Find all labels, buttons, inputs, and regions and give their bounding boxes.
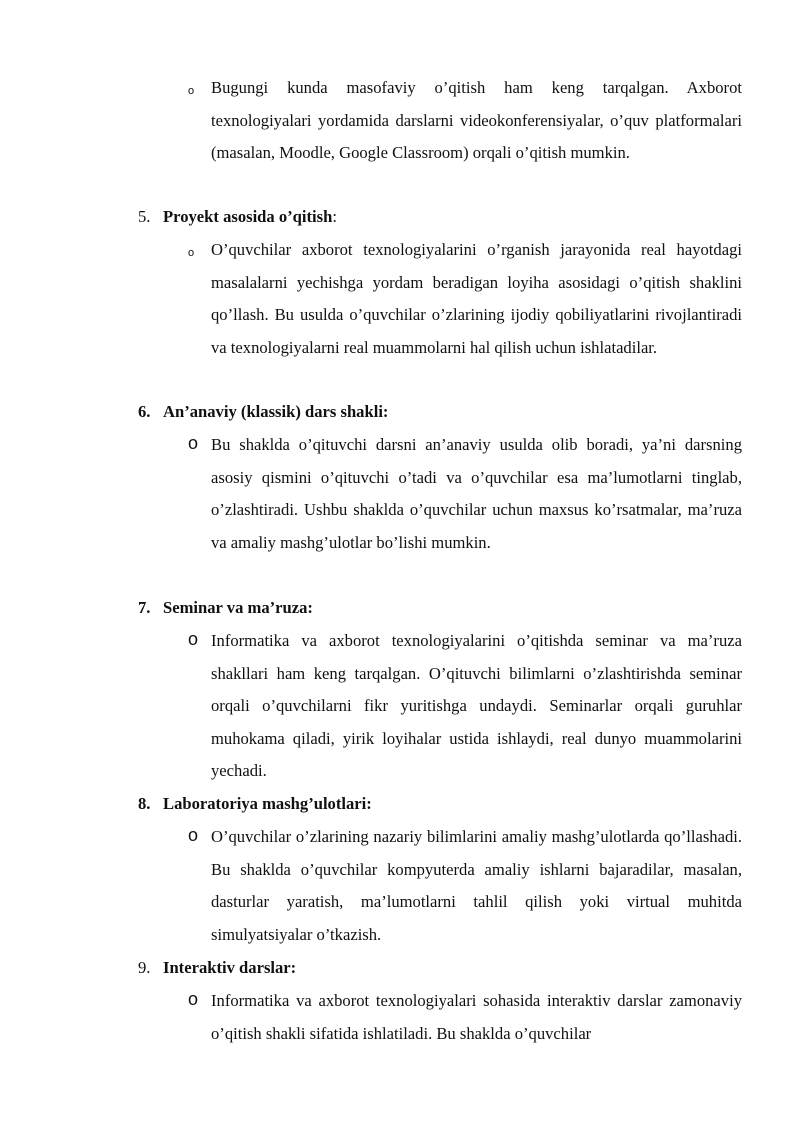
bullet-marker: o [188, 247, 195, 259]
section-number: 9. [138, 958, 151, 977]
bullet-text: Bu shaklda o’qituvchi darsni an’anaviy usulda olib boradi, ya’ni darsning asosiy qismini o’qituvchi o’tadi va o’quvchilar esa ma’lumotlarni tinglab, o’zlashtiradi. Ushbu shaklda o’quvchilar uchun maxsus ko’rsatmalar, ma’ruza va amaliy mashg’ulotlar bo’lishi mumkin. [211, 435, 742, 552]
section-number: 6. [138, 402, 151, 421]
section-heading-7 [138, 592, 313, 625]
section-title: Interaktiv darslar: [163, 958, 297, 977]
bullet-marker: o [188, 989, 199, 1009]
section-title: Seminar va ma’ruza: [163, 598, 313, 617]
bullet-marker: o [188, 85, 195, 97]
bullet-marker: o [188, 629, 199, 649]
bullet-text: O’quvchilar axborot texnologiyalarini o’rganish jarayonida real hayotdagi masalalarni yechishga yordam beradigan loyiha asosidagi o’qitish shaklini qo’llash. Bu usulda o’quvchilar o’zlarining ijodiy qobiliyatlarini rivojlantiradi va texnologiyalarni real muammolarni hal qilish uchun ishlatadilar. [211, 240, 742, 357]
section-number: 5. [138, 207, 151, 226]
bullet-text: Informatika va axborot texnologiyalarini o’qitishda seminar va ma’ruza shakllari ham keng tarqalgan. O’qituvchi bilimlarni o’zlashtirishda seminar orqali o’quvchilarni fikr yuritishga undaydi. Seminarlar orqali guruhlar muhokama qiladi, yirik loyihalar ustida ishlaydi, real dunyo muammolarini yechadi. [211, 631, 742, 781]
section-heading-8 [138, 788, 372, 821]
section-title-suffix: : [332, 207, 337, 226]
bullet-marker: o [188, 433, 199, 453]
section-heading-5 [138, 201, 337, 234]
section-heading-9 [138, 952, 296, 985]
bullet-marker: o [188, 825, 199, 845]
section-title: Laboratoriya mashg’ulotlari: [163, 794, 372, 813]
bullet-text: Informatika va axborot texnologiyalari sohasida interaktiv darslar zamonaviy o’qitish shakli sifatida ishlatiladi. Bu shaklda o’quvchilar [211, 991, 742, 1043]
section-number: 8. [138, 794, 151, 813]
bullet-text: O’quvchilar o’zlarining nazariy bilimlarini amaliy mashg’ulotlarda qo’llashadi. Bu shaklda o’quvchilar kompyuterda amaliy ishlarni bajaradilar, masalan, dasturlar yaratish, ma’lumotlarni tahlil qilish yoki virtual muhitda simulyatsiyalar o’tkazish. [211, 827, 742, 944]
section-number: 7. [138, 598, 151, 617]
section-title: Proyekt asosida o’qitish [163, 207, 333, 226]
section-heading-6 [138, 396, 388, 429]
bullet-text: Bugungi kunda masofaviy o’qitish ham keng tarqalgan. Axborot texnologiyalari yordamida darslarni videokonferensiyalar, o’quv platformalari (masalan, Moodle, Google Classroom) orqali o’qitish mumkin. [211, 78, 742, 163]
section-title: An’anaviy (klassik) dars shakli: [163, 402, 389, 421]
